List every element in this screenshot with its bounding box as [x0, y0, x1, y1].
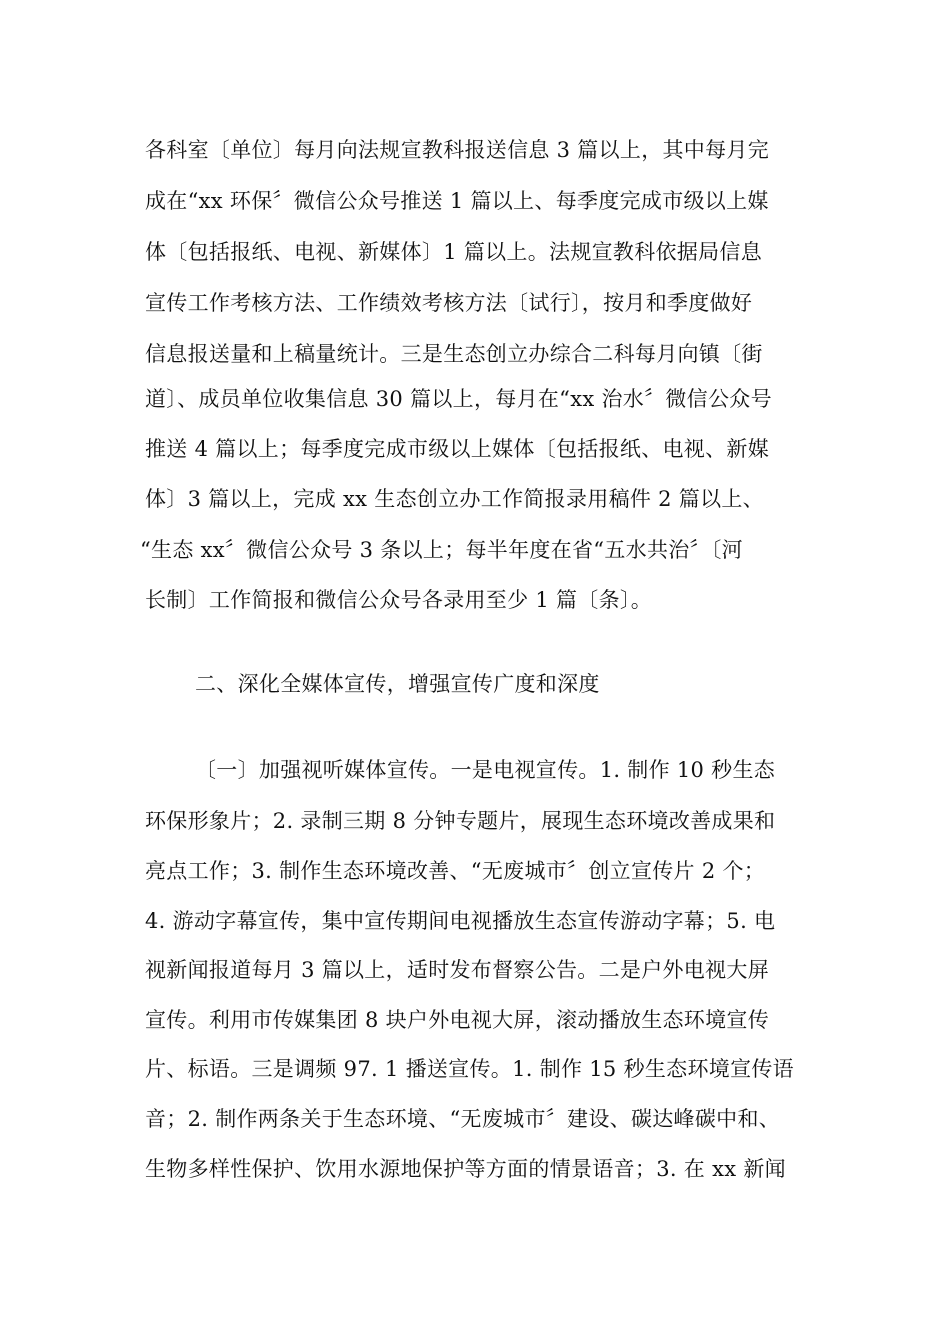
- text-line: 道〕、成员单位收集信息 30 篇以上，每月在“xx 治水〞微信公众号: [145, 387, 772, 411]
- text-line: 体〕3 篇以上，完成 xx 生态创立办工作简报录用稿件 2 篇以上、: [145, 487, 764, 511]
- text-line: 生物多样性保护、饮用水源地保护等方面的情景语音；3. 在 xx 新闻: [145, 1157, 786, 1181]
- text-line: 宣传工作考核方法、工作绩效考核方法〔试行〕，按月和季度做好: [145, 291, 753, 315]
- text-line: 视新闻报道每月 3 篇以上，适时发布督察公告。二是户外电视大屏: [145, 958, 770, 982]
- text-line: 推送 4 篇以上；每季度完成市级以上媒体〔包括报纸、电视、新媒: [145, 437, 770, 461]
- section-heading: 二、深化全媒体宣传，增强宣传广度和深度: [195, 672, 600, 696]
- text-line: “生态 xx〞微信公众号 3 条以上；每半年度在省“五水共治〞〔河: [140, 538, 743, 562]
- text-line: 长制〕工作简报和微信公众号各录用至少 1 篇〔条〕。: [145, 588, 653, 612]
- text-line: 体〔包括报纸、电视、新媒体〕1 篇以上。法规宣教科依据局信息: [145, 240, 763, 264]
- text-line: 4. 游动字幕宣传，集中宣传期间电视播放生态宣传游动字幕；5. 电: [145, 909, 776, 933]
- text-line: 宣传。利用市传媒集团 8 块户外电视大屏，滚动播放生态环境宣传: [145, 1008, 770, 1032]
- text-line: 〔一〕加强视听媒体宣传。一是电视宣传。1. 制作 10 秒生态: [195, 758, 776, 782]
- text-line: 信息报送量和上稿量统计。三是生态创立办综合二科每月向镇〔街: [145, 342, 763, 366]
- text-line: 片、标语。三是调频 97. 1 播送宣传。1. 制作 15 秒生态环境宣传语: [145, 1057, 794, 1081]
- text-line: 环保形象片；2. 录制三期 8 分钟专题片，展现生态环境改善成果和: [145, 809, 776, 833]
- text-line: 亮点工作；3. 制作生态环境改善、“无废城市〞创立宣传片 2 个；: [145, 859, 766, 883]
- text-line: 成在“xx 环保〞微信公众号推送 1 篇以上、每季度完成市级以上媒: [145, 189, 769, 213]
- text-line: 音；2. 制作两条关于生态环境、“无废城市〞建设、碳达峰碳中和、: [145, 1107, 781, 1131]
- text-line: 各科室〔单位〕每月向法规宣教科报送信息 3 篇以上，其中每月完: [145, 138, 770, 162]
